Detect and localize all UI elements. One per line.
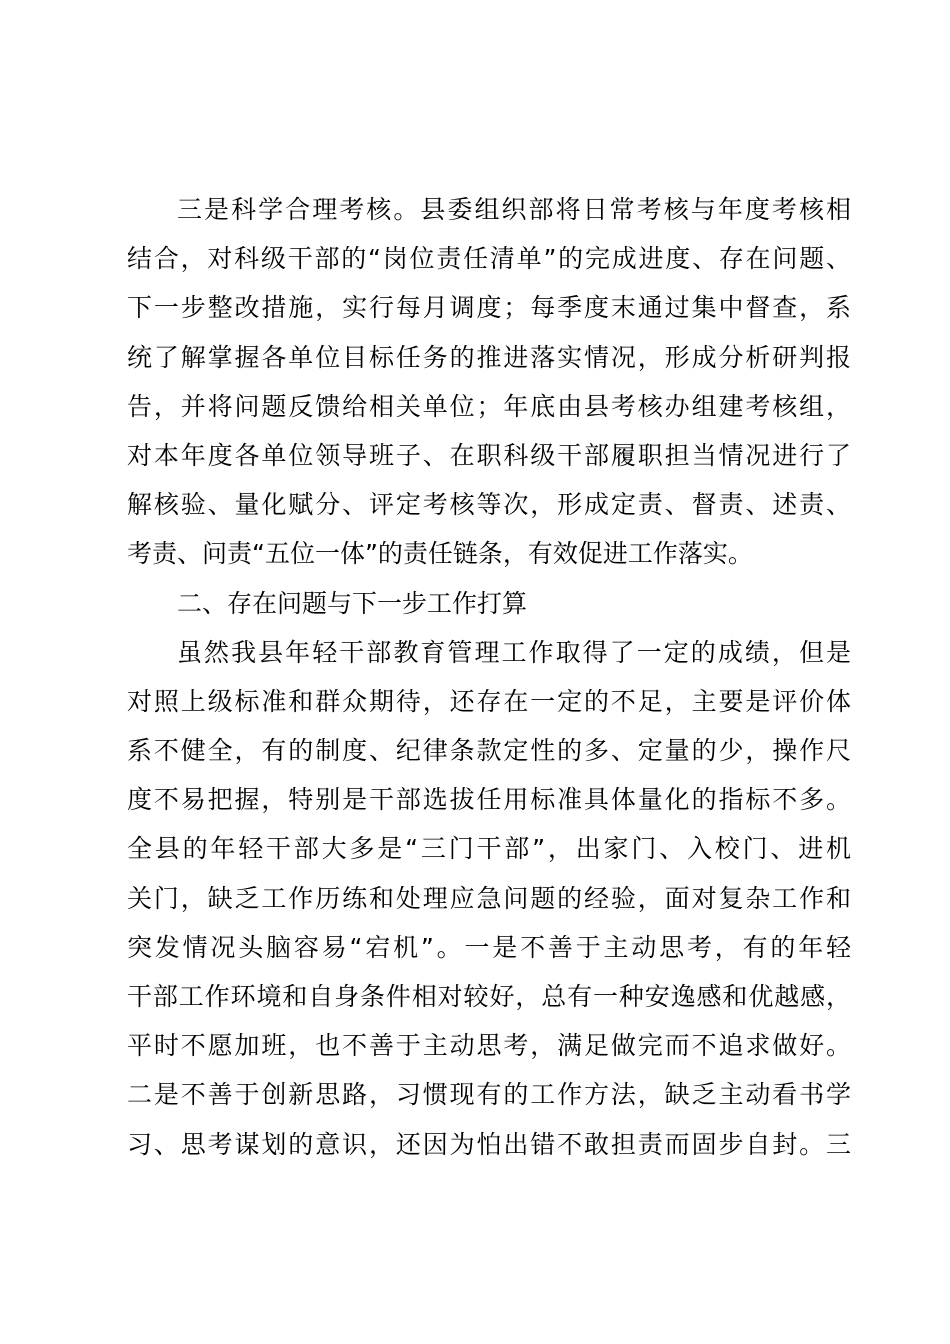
text-line: 三是科学合理考核。县委组织部将日常考核与年度考核相 [177,195,851,224]
text-line: 下一步整改措施，实行每月调度；每季度末通过集中督查，系 [127,293,851,323]
text-line: 度不易把握，特别是干部选拔任用标准具体量化的指标不多。 [127,785,851,815]
text-line: 虽然我县年轻干部教育管理工作取得了一定的成绩，但是 [177,637,851,667]
text-line: 考责、问责“五位一体”的责任链条，有效促进工作落实。 [127,539,753,569]
text-line: 告，并将问题反馈给相关单位；年底由县考核办组建考核组， [127,391,851,421]
paragraph-assessment [127,185,851,579]
text-line: 全县的年轻干部大多是“三门干部”，出家门、入校门、进机 [127,834,851,864]
text-line: 对本年度各单位领导班子、在职科级干部履职担当情况进行了 [127,440,851,470]
text-line: 平时不愿加班，也不善于主动思考，满足做完而不追求做好。 [127,1031,851,1061]
document-body [127,185,851,1169]
heading-line: 二、存在问题与下一步工作打算 [177,588,528,618]
text-line: 二是不善于创新思路，习惯现有的工作方法，缺乏主动看书学 [127,1080,851,1110]
text-line: 结合，对科级干部的“岗位责任清单”的完成进度、存在问题、 [127,244,851,274]
text-line: 对照上级标准和群众期待，还存在一定的不足，主要是评价体 [127,686,851,716]
text-line: 解核验、量化赋分、评定考核等次，形成定责、督责、述责、 [127,490,851,520]
text-line: 统了解掌握各单位目标任务的推进落实情况，形成分析研判报 [127,342,851,372]
text-line: 习、思考谋划的意识，还因为怕出错不敢担责而固步自封。三 [127,1129,851,1159]
text-line: 系不健全，有的制度、纪律条款定性的多、定量的少，操作尺 [127,736,851,766]
section-heading [127,579,851,628]
paragraph-problems [127,628,851,1169]
text-line: 突发情况头脑容易“宕机”。一是不善于主动思考，有的年轻 [127,932,851,962]
text-line: 干部工作环境和自身条件相对较好，总有一种安逸感和优越感， [127,982,851,1011]
text-line: 关门，缺乏工作历练和处理应急问题的经验，面对复杂工作和 [127,883,851,913]
